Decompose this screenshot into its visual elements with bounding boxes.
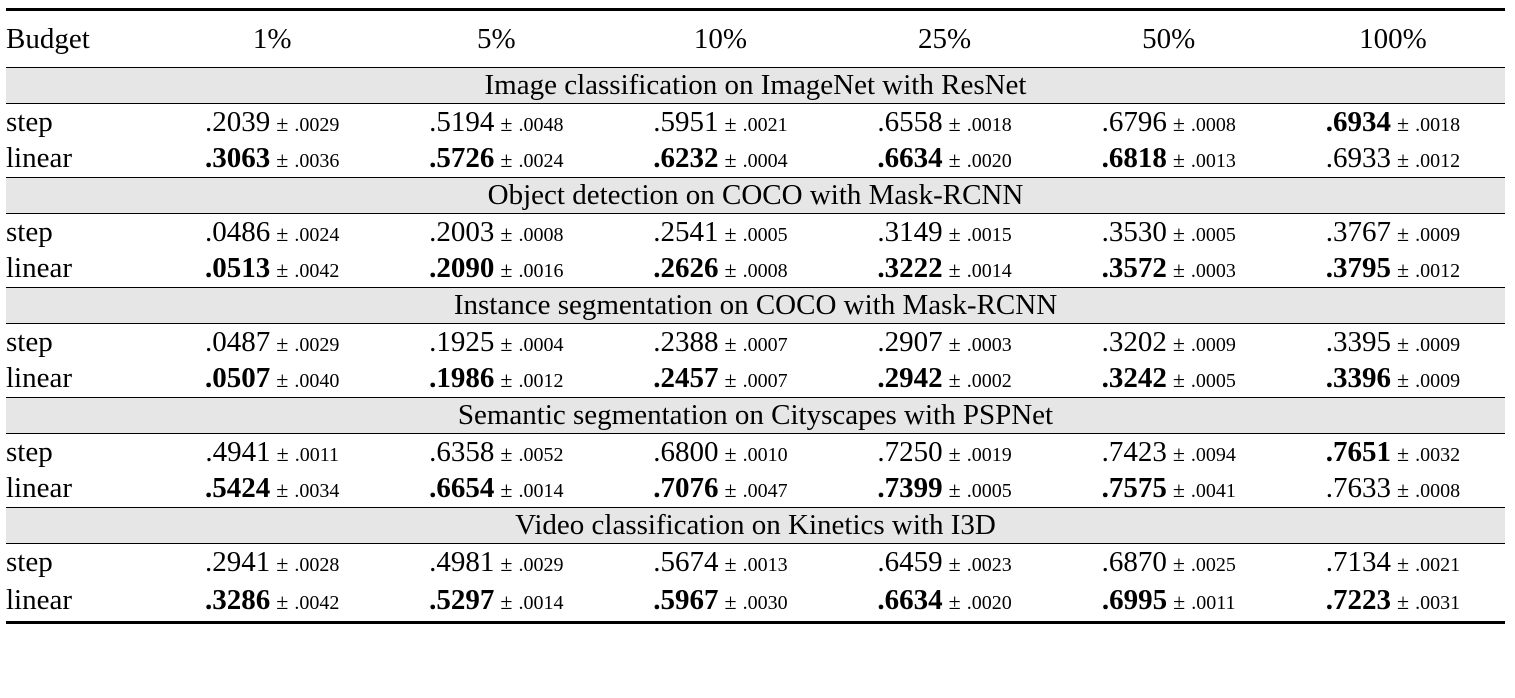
mean-value: .3530 [1101, 215, 1167, 248]
row-label: linear [6, 362, 73, 395]
std-value: .0042 [294, 260, 340, 283]
plus-minus-symbol: ± [1172, 367, 1185, 393]
row-label: step [6, 215, 53, 248]
table-cell [384, 471, 608, 508]
std-value: .0012 [1415, 260, 1461, 283]
mean-value: .4941 [205, 435, 271, 468]
column-header: 10% [608, 10, 832, 68]
std-value: .0014 [518, 480, 564, 503]
table-cell [384, 104, 608, 141]
std-value: .0012 [518, 370, 564, 393]
table-cell [833, 251, 1057, 288]
std-value: .0008 [742, 260, 788, 283]
std-value: .0009 [1415, 333, 1461, 356]
table-cell [608, 214, 832, 251]
table-cell [833, 471, 1057, 508]
table-cell [384, 434, 608, 471]
row-label: step [6, 545, 53, 578]
std-value: .0010 [742, 443, 788, 466]
mean-value: .2541 [653, 215, 719, 248]
section-title: Semantic segmentation on Cityscapes with PSPNet [6, 398, 1505, 434]
table-cell [160, 251, 384, 288]
table-cell [833, 544, 1057, 581]
row-label: step [6, 105, 53, 138]
std-value: .0031 [1415, 592, 1461, 614]
mean-value: .2388 [653, 325, 719, 358]
table-cell [384, 324, 608, 361]
row-label: linear [6, 142, 73, 175]
table-cell [384, 251, 608, 288]
mean-value: .7134 [1325, 545, 1391, 578]
plus-minus-symbol: ± [724, 440, 737, 466]
plus-minus-symbol: ± [724, 257, 737, 283]
std-value: .0003 [966, 333, 1012, 356]
mean-value: .6800 [653, 435, 719, 468]
plus-minus-symbol: ± [500, 147, 513, 173]
mean-value: .3149 [877, 215, 943, 248]
mean-value-best: .2942 [877, 362, 943, 395]
table-cell [384, 141, 608, 178]
plus-minus-symbol: ± [1172, 147, 1185, 173]
table-cell [1281, 544, 1505, 581]
plus-minus-symbol: ± [724, 110, 737, 136]
plus-minus-symbol: ± [948, 440, 961, 466]
plus-minus-symbol: ± [500, 330, 513, 356]
mean-value: .3767 [1325, 215, 1391, 248]
plus-minus-symbol: ± [1172, 257, 1185, 283]
std-value: .0004 [518, 333, 564, 356]
plus-minus-symbol: ± [276, 147, 289, 173]
table-cell [1057, 104, 1281, 141]
table-cell [608, 544, 832, 581]
mean-value: .0486 [205, 215, 271, 248]
plus-minus-symbol: ± [500, 220, 513, 246]
std-value: .0023 [966, 553, 1012, 576]
table-cell [1281, 361, 1505, 398]
plus-minus-symbol: ± [948, 110, 961, 136]
table-cell [608, 361, 832, 398]
plus-minus-symbol: ± [500, 550, 513, 576]
row-label: step [6, 325, 53, 358]
section-header-row [6, 398, 1505, 434]
std-value: .0019 [966, 443, 1012, 466]
std-value: .0016 [518, 260, 564, 283]
table-cell [160, 471, 384, 508]
table-cell [1057, 214, 1281, 251]
mean-value: .2003 [429, 215, 495, 248]
mean-value-best: .2090 [429, 252, 495, 285]
mean-value-best: .5726 [429, 142, 495, 175]
plus-minus-symbol: ± [1396, 147, 1410, 173]
table-row [6, 471, 1505, 508]
std-value: .0024 [294, 223, 340, 246]
mean-value: .6933 [1325, 142, 1391, 175]
table-cell [833, 581, 1057, 623]
mean-value-best: .6818 [1101, 142, 1167, 175]
plus-minus-symbol: ± [1396, 589, 1410, 614]
std-value: .0011 [1191, 592, 1236, 614]
table-cell [1057, 434, 1281, 471]
table-cell [608, 251, 832, 288]
std-value: .0008 [1415, 480, 1461, 503]
table-cell [608, 581, 832, 623]
std-value: .0025 [1190, 553, 1236, 576]
std-value: .0009 [1415, 223, 1461, 246]
mean-value-best: .7076 [653, 472, 719, 505]
mean-value-best: .5297 [429, 584, 495, 616]
std-value: .0014 [518, 592, 564, 614]
table-cell [1057, 471, 1281, 508]
table-cell [608, 141, 832, 178]
plus-minus-symbol: ± [948, 257, 961, 283]
table-cell [833, 434, 1057, 471]
std-value: .0005 [966, 480, 1012, 503]
section-header-row [6, 508, 1505, 544]
table-cell [1057, 544, 1281, 581]
plus-minus-symbol: ± [276, 440, 289, 466]
plus-minus-symbol: ± [948, 589, 961, 614]
mean-value-best: .0507 [205, 362, 271, 395]
table-row [6, 434, 1505, 471]
mean-value-best: .6634 [877, 584, 943, 616]
mean-value: .2907 [877, 325, 943, 358]
std-value: .0018 [966, 113, 1012, 136]
mean-value-best: .3222 [877, 252, 943, 285]
mean-value-best: .6995 [1101, 584, 1168, 616]
plus-minus-symbol: ± [948, 550, 961, 576]
mean-value: .0487 [205, 325, 271, 358]
mean-value-best: .2626 [653, 252, 719, 285]
table-row [6, 324, 1505, 361]
std-value: .0007 [742, 370, 788, 393]
std-value: .0009 [1415, 370, 1461, 393]
table-cell [608, 471, 832, 508]
mean-value: .7633 [1325, 472, 1391, 505]
mean-value: .6796 [1101, 105, 1167, 138]
table-row [6, 141, 1505, 178]
table-cell [1057, 251, 1281, 288]
table-cell [384, 214, 608, 251]
mean-value: .4981 [429, 545, 495, 578]
std-value: .0011 [294, 443, 339, 466]
table-cell [608, 324, 832, 361]
mean-value-best: .0513 [205, 252, 271, 285]
mean-value: .3395 [1325, 325, 1391, 358]
plus-minus-symbol: ± [948, 367, 961, 393]
mean-value-best: .6232 [653, 142, 719, 175]
std-value: .0013 [742, 553, 788, 576]
std-value: .0030 [742, 592, 788, 614]
std-value: .0020 [966, 592, 1012, 614]
std-value: .0008 [518, 223, 564, 246]
plus-minus-symbol: ± [724, 147, 737, 173]
mean-value: .6870 [1101, 545, 1167, 578]
section-title: Instance segmentation on COCO with Mask-RCNN [6, 288, 1505, 324]
std-value: .0036 [294, 150, 340, 173]
table-cell [160, 544, 384, 581]
plus-minus-symbol: ± [500, 257, 513, 283]
plus-minus-symbol: ± [1396, 220, 1410, 246]
std-value: .0012 [1415, 150, 1461, 173]
table-row [6, 581, 1505, 623]
std-value: .0024 [518, 150, 564, 173]
plus-minus-symbol: ± [276, 257, 289, 283]
std-value: .0052 [518, 443, 564, 466]
section-header-row [6, 68, 1505, 104]
plus-minus-symbol: ± [724, 330, 737, 356]
plus-minus-symbol: ± [724, 550, 737, 576]
plus-minus-symbol: ± [948, 147, 961, 173]
mean-value-best: .2457 [653, 362, 719, 395]
std-value: .0004 [742, 150, 788, 173]
std-value: .0021 [742, 113, 788, 136]
plus-minus-symbol: ± [276, 330, 289, 356]
row-label: linear [6, 472, 73, 505]
mean-value-best: .7575 [1101, 472, 1167, 505]
plus-minus-symbol: ± [276, 220, 289, 246]
mean-value-best: .3396 [1325, 362, 1391, 395]
plus-minus-symbol: ± [500, 440, 513, 466]
mean-value: .2941 [205, 545, 271, 578]
table-cell [1281, 581, 1505, 623]
section-title: Object detection on COCO with Mask-RCNN [6, 178, 1505, 214]
std-value: .0009 [1190, 333, 1236, 356]
plus-minus-symbol: ± [1396, 330, 1410, 356]
mean-value-best: .3572 [1101, 252, 1167, 285]
plus-minus-symbol: ± [276, 550, 289, 576]
plus-minus-symbol: ± [1172, 110, 1185, 136]
plus-minus-symbol: ± [500, 477, 513, 503]
table-cell [384, 581, 608, 623]
column-header: 1% [160, 10, 384, 68]
row-label: linear [6, 581, 160, 623]
table-cell [1281, 471, 1505, 508]
plus-minus-symbol: ± [948, 477, 961, 503]
table-cell [833, 324, 1057, 361]
std-value: .0047 [742, 480, 788, 503]
mean-value: .7250 [877, 435, 943, 468]
table-cell [1281, 141, 1505, 178]
mean-value-best: .5967 [653, 584, 719, 616]
mean-value-best: .5424 [205, 472, 271, 505]
plus-minus-symbol: ± [948, 220, 961, 246]
table-cell [833, 141, 1057, 178]
mean-value-best: .6634 [877, 142, 943, 175]
table-cell [160, 361, 384, 398]
table-cell [1057, 141, 1281, 178]
std-value: .0094 [1190, 443, 1236, 466]
table-row [6, 104, 1505, 141]
table-cell [1281, 434, 1505, 471]
plus-minus-symbol: ± [1396, 110, 1410, 136]
mean-value: .6558 [877, 105, 943, 138]
row-label: linear [6, 252, 73, 285]
plus-minus-symbol: ± [1172, 220, 1185, 246]
std-value: .0005 [1190, 223, 1236, 246]
std-value: .0008 [1190, 113, 1236, 136]
mean-value: .1925 [429, 325, 495, 358]
std-value: .0018 [1415, 113, 1461, 136]
table-cell [384, 361, 608, 398]
table-body [6, 68, 1505, 623]
plus-minus-symbol: ± [500, 367, 513, 393]
mean-value-best: .3286 [205, 584, 271, 616]
plus-minus-symbol: ± [948, 330, 961, 356]
table-cell [833, 214, 1057, 251]
std-value: .0005 [1190, 370, 1236, 393]
std-value: .0034 [294, 480, 340, 503]
table-row [6, 214, 1505, 251]
mean-value-best: .7223 [1325, 584, 1391, 616]
column-header: 100% [1281, 10, 1505, 68]
std-value: .0005 [742, 223, 788, 246]
table-cell [1281, 214, 1505, 251]
plus-minus-symbol: ± [1172, 550, 1185, 576]
mean-value: .7423 [1101, 435, 1167, 468]
plus-minus-symbol: ± [1396, 367, 1410, 393]
std-value: .0048 [518, 113, 564, 136]
table-cell [160, 581, 384, 623]
section-header-row [6, 178, 1505, 214]
table-cell [384, 544, 608, 581]
section-title: Video classification on Kinetics with I3D [6, 508, 1505, 544]
std-value: .0014 [966, 260, 1012, 283]
table-cell [160, 104, 384, 141]
std-value: .0041 [1190, 480, 1236, 503]
mean-value-best: .1986 [429, 362, 495, 395]
mean-value-best: .3795 [1325, 252, 1391, 285]
mean-value-best: .3242 [1101, 362, 1167, 395]
plus-minus-symbol: ± [276, 367, 289, 393]
table-header [6, 10, 1505, 68]
column-header: 25% [833, 10, 1057, 68]
plus-minus-symbol: ± [276, 589, 289, 614]
table-cell [833, 104, 1057, 141]
header-row [6, 10, 1505, 68]
std-value: .0021 [1415, 553, 1461, 576]
plus-minus-symbol: ± [276, 477, 289, 503]
table-cell [608, 104, 832, 141]
std-value: .0015 [966, 223, 1012, 246]
plus-minus-symbol: ± [1396, 440, 1410, 466]
table-cell [608, 434, 832, 471]
mean-value-best: .7399 [877, 472, 943, 505]
mean-value: .5951 [653, 105, 719, 138]
table-cell [1057, 581, 1281, 623]
mean-value: .5194 [429, 105, 495, 138]
std-value: .0029 [518, 553, 564, 576]
plus-minus-symbol: ± [724, 589, 737, 614]
section-title: Image classification on ImageNet with ResNet [6, 68, 1505, 104]
plus-minus-symbol: ± [1172, 440, 1185, 466]
table-row [6, 251, 1505, 288]
std-value: .0028 [294, 553, 340, 576]
plus-minus-symbol: ± [1172, 330, 1185, 356]
column-header: 50% [1057, 10, 1281, 68]
plus-minus-symbol: ± [276, 110, 289, 136]
std-value: .0032 [1415, 443, 1461, 466]
plus-minus-symbol: ± [724, 220, 737, 246]
table-cell [1281, 104, 1505, 141]
plus-minus-symbol: ± [724, 477, 737, 503]
table-cell [1281, 251, 1505, 288]
mean-value: .3202 [1101, 325, 1167, 358]
table-cell [833, 361, 1057, 398]
table-cell [1057, 324, 1281, 361]
row-label: step [6, 435, 53, 468]
plus-minus-symbol: ± [724, 367, 737, 393]
table-cell [1281, 324, 1505, 361]
mean-value-best: .6934 [1325, 105, 1391, 138]
budget-header: Budget [6, 10, 160, 68]
plus-minus-symbol: ± [500, 589, 513, 614]
plus-minus-symbol: ± [1172, 477, 1185, 503]
section-header-row [6, 288, 1505, 324]
mean-value-best: .6654 [429, 472, 495, 505]
mean-value-best: .3063 [205, 142, 271, 175]
std-value: .0020 [966, 150, 1012, 173]
std-value: .0042 [294, 592, 340, 614]
plus-minus-symbol: ± [1396, 550, 1410, 576]
plus-minus-symbol: ± [1396, 477, 1410, 503]
std-value: .0003 [1190, 260, 1236, 283]
mean-value: .5674 [653, 545, 719, 578]
std-value: .0007 [742, 333, 788, 356]
table-row [6, 361, 1505, 398]
table-cell [160, 141, 384, 178]
plus-minus-symbol: ± [500, 110, 513, 136]
std-value: .0002 [966, 370, 1012, 393]
std-value: .0013 [1190, 150, 1236, 173]
table-cell [1057, 361, 1281, 398]
mean-value: .6459 [877, 545, 943, 578]
mean-value-best: .7651 [1325, 435, 1391, 468]
plus-minus-symbol: ± [1396, 257, 1410, 283]
table-cell [160, 324, 384, 361]
table-cell [160, 214, 384, 251]
table-row [6, 544, 1505, 581]
mean-value: .2039 [205, 105, 271, 138]
column-header: 5% [384, 10, 608, 68]
std-value: .0040 [294, 370, 340, 393]
mean-value: .6358 [429, 435, 495, 468]
std-value: .0029 [294, 113, 340, 136]
results-table [6, 8, 1505, 624]
table-cell [160, 434, 384, 471]
plus-minus-symbol: ± [1173, 589, 1186, 614]
std-value: .0029 [294, 333, 340, 356]
